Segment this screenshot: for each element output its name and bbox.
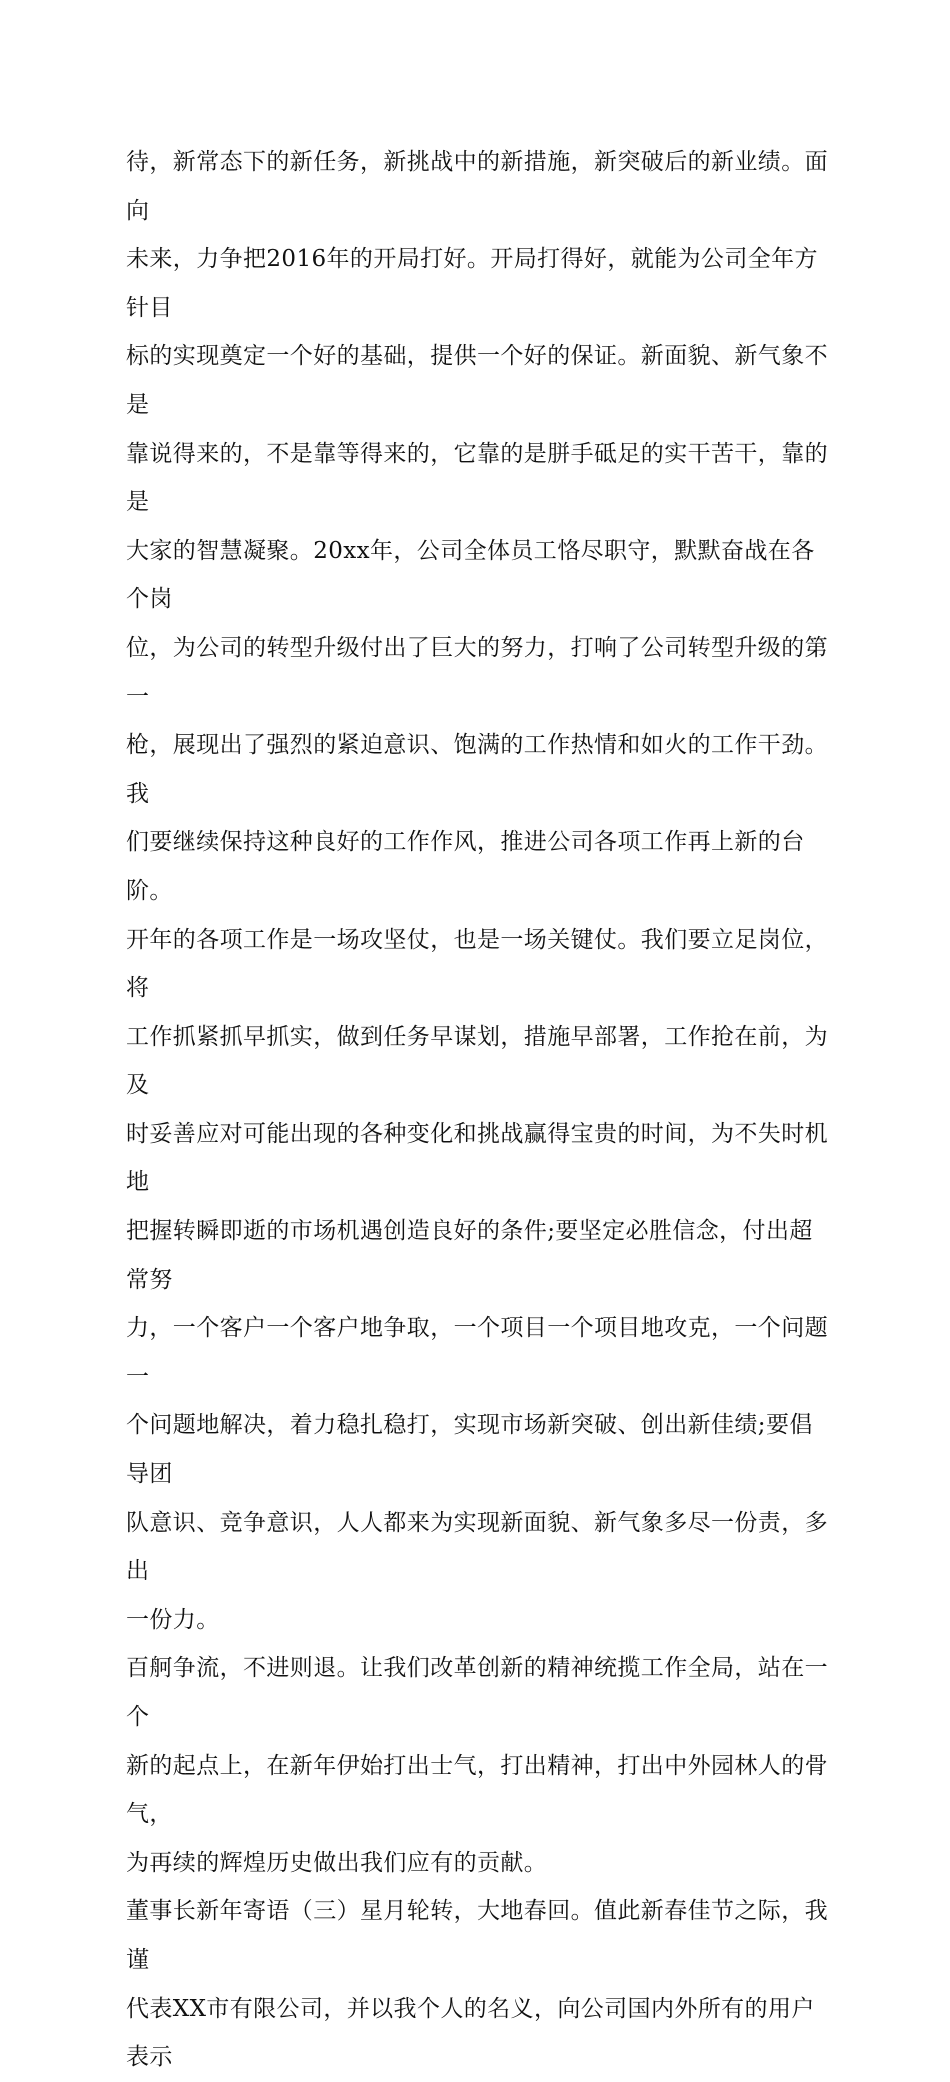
paragraph-4: 董事长新年寄语（三）星月轮转，大地春回。值此新春佳节之际，我谨 代表XX市有限公司，并以我个人的名义，向公司国内外所有的用户表示 <box>126 1898 828 2071</box>
paragraph-2: 开年的各项工作是一场攻坚仗，也是一场关键仗。我们要立足岗位，将 工作抓紧抓早抓实，做到任务早谋划，措施早部署，工作抢在前，为及 时妥善应对可能出现的各种变化和挑战赢得宝贵的时间，为不失时机地 把握转瞬即逝的市场机遇创造良好的条件;要坚定必胜信念，付出超常努 力，一个客户一个客户地争取，一个项目一个项目地攻克，一个问题一 个问题地解决，着力稳扎稳打，实现市场新突破、创出新佳绩;要倡导团 队意识、竞争意识，人人都来为实现新面貌、新气象多尽一份责，多出 一份力。 <box>126 926 828 1633</box>
document-body <box>126 138 832 2082</box>
paragraph-3: 百舸争流，不进则退。让我们改革创新的精神统揽工作全局，站在一个 新的起点上，在新年伊始打出士气，打出精神，打出中外园林人的骨气， 为再续的辉煌历史做出我们应有的贡献。 <box>126 1655 828 1876</box>
paragraph-1: 待，新常态下的新任务，新挑战中的新措施，新突破后的新业绩。面向 未来，力争把2016年的开局打好。开局打得好，就能为公司全年方针目 标的实现奠定一个好的基础，提供一个好的保证。新面貌、新气象不是 靠说得来的，不是靠等得来的，它靠的是胼手砥足的实干苦干，靠的是 大家的智慧凝聚。20xx年，公司全体员工恪尽职守，默默奋战在各个岗 位，为公司的转型升级付出了巨大的努力，打响了公司转型升级的第一 枪，展现出了强烈的紧迫意识、饱满的工作热情和如火的工作干劲。我 们要继续保持这种良好的工作作风，推进公司各项工作再上新的台阶。 <box>126 149 828 904</box>
